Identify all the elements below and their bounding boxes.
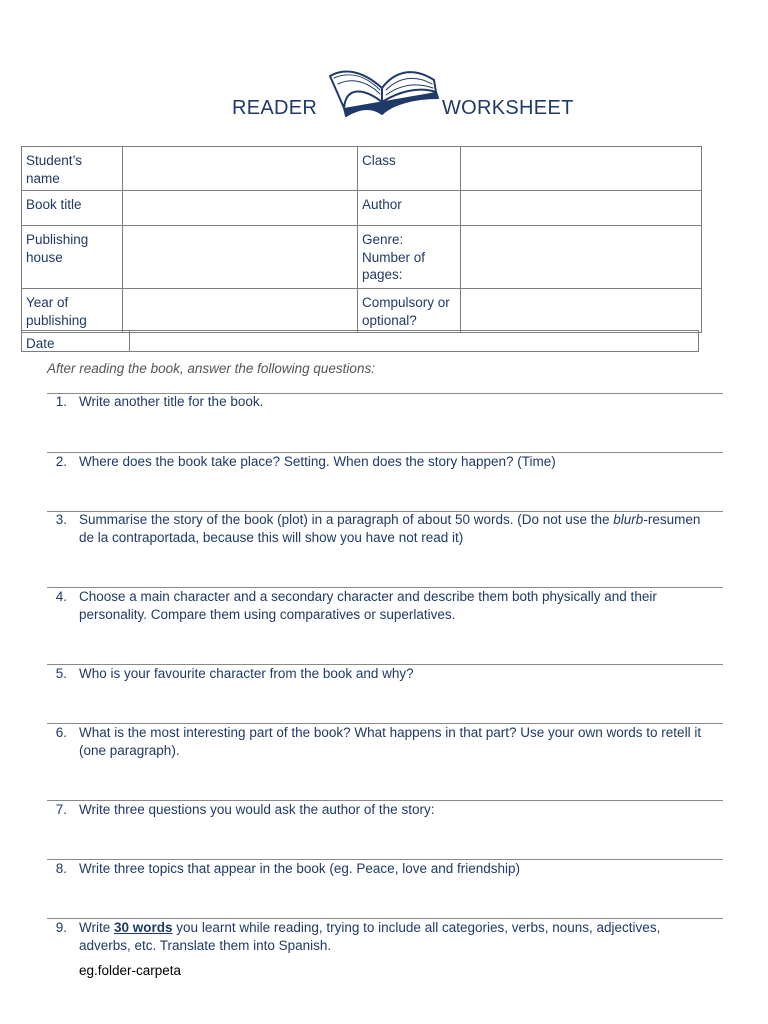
class-label: Class (358, 147, 461, 191)
question-text-part: Write (79, 920, 115, 935)
question-number: 5. (55, 666, 67, 681)
genre-pages-label: Genre: Number of pages: (358, 226, 461, 289)
year-publishing-label: Year of publishing (22, 289, 123, 333)
year-publishing-field[interactable] (123, 289, 358, 333)
question-number: 7. (55, 802, 67, 817)
question-text-italic: blurb (613, 512, 644, 527)
author-field[interactable] (461, 191, 702, 226)
student-info-table (21, 146, 702, 333)
question-text (79, 919, 709, 955)
question-text: Who is your favourite character from the book and why? (79, 666, 414, 681)
question-number: 1. (55, 394, 67, 409)
question-number: 2. (55, 454, 67, 469)
date-row[interactable] (21, 330, 699, 352)
question-number: 9. (55, 920, 67, 935)
table-row (22, 226, 702, 289)
publishing-house-label: Publishing house (22, 226, 123, 289)
question-text: Write three questions you would ask the author of the story: (79, 802, 435, 817)
compulsory-optional-label: Compulsory or optional? (358, 289, 461, 333)
question-text: Write another title for the book. (79, 394, 264, 409)
question-number: 8. (55, 861, 67, 876)
question-text: Write three topics that appear in the book (eg. Peace, love and friendship) (79, 861, 521, 876)
genre-pages-field[interactable] (461, 226, 702, 289)
question-text: Where does the book take place? Setting. When does the story happen? (Time) (79, 454, 556, 469)
book-title-label: Book title (22, 191, 123, 226)
date-divider (129, 331, 130, 351)
question-text: What is the most interesting part of the book? What happens in that part? Use your own words to retell it (one paragraph). (79, 725, 702, 758)
question-number: 4. (55, 589, 67, 604)
student-name-label: Student’s name (22, 147, 123, 191)
author-label: Author (358, 191, 461, 226)
page-title-reader: READER (232, 97, 318, 119)
question-text-part: Summarise the story of the book (plot) in a paragraph of about 50 words. (Do not use the (79, 512, 614, 527)
table-row (22, 191, 702, 226)
student-name-field[interactable] (123, 147, 358, 191)
table-row (22, 147, 702, 191)
example-text: eg.folder-carpeta (79, 963, 182, 978)
question-text (79, 511, 709, 547)
open-book-icon (326, 62, 440, 122)
publishing-house-field[interactable] (123, 226, 358, 289)
question-text-bold: 30 words (114, 920, 173, 935)
book-title-field[interactable] (123, 191, 358, 226)
question-text-part: -resumen de la contraportada, because this will show you have not read it) (79, 512, 701, 545)
question-number: 6. (55, 725, 67, 740)
page-title-worksheet: WORKSHEET (442, 97, 574, 119)
instructions-text: After reading the book, answer the following questions: (47, 361, 375, 376)
question-text-part: you learnt while reading, trying to include all categories, verbs, nouns, adjectives, adverbs, etc. Translate them into Spanish. (79, 920, 661, 953)
compulsory-optional-field[interactable] (461, 289, 702, 333)
date-label: Date (26, 336, 55, 351)
table-row (22, 289, 702, 333)
question-text: Choose a main character and a secondary character and describe them both physically and their personality. Compare them using comparatives or superlatives. (79, 589, 657, 622)
question-number: 3. (55, 512, 67, 527)
class-field[interactable] (461, 147, 702, 191)
